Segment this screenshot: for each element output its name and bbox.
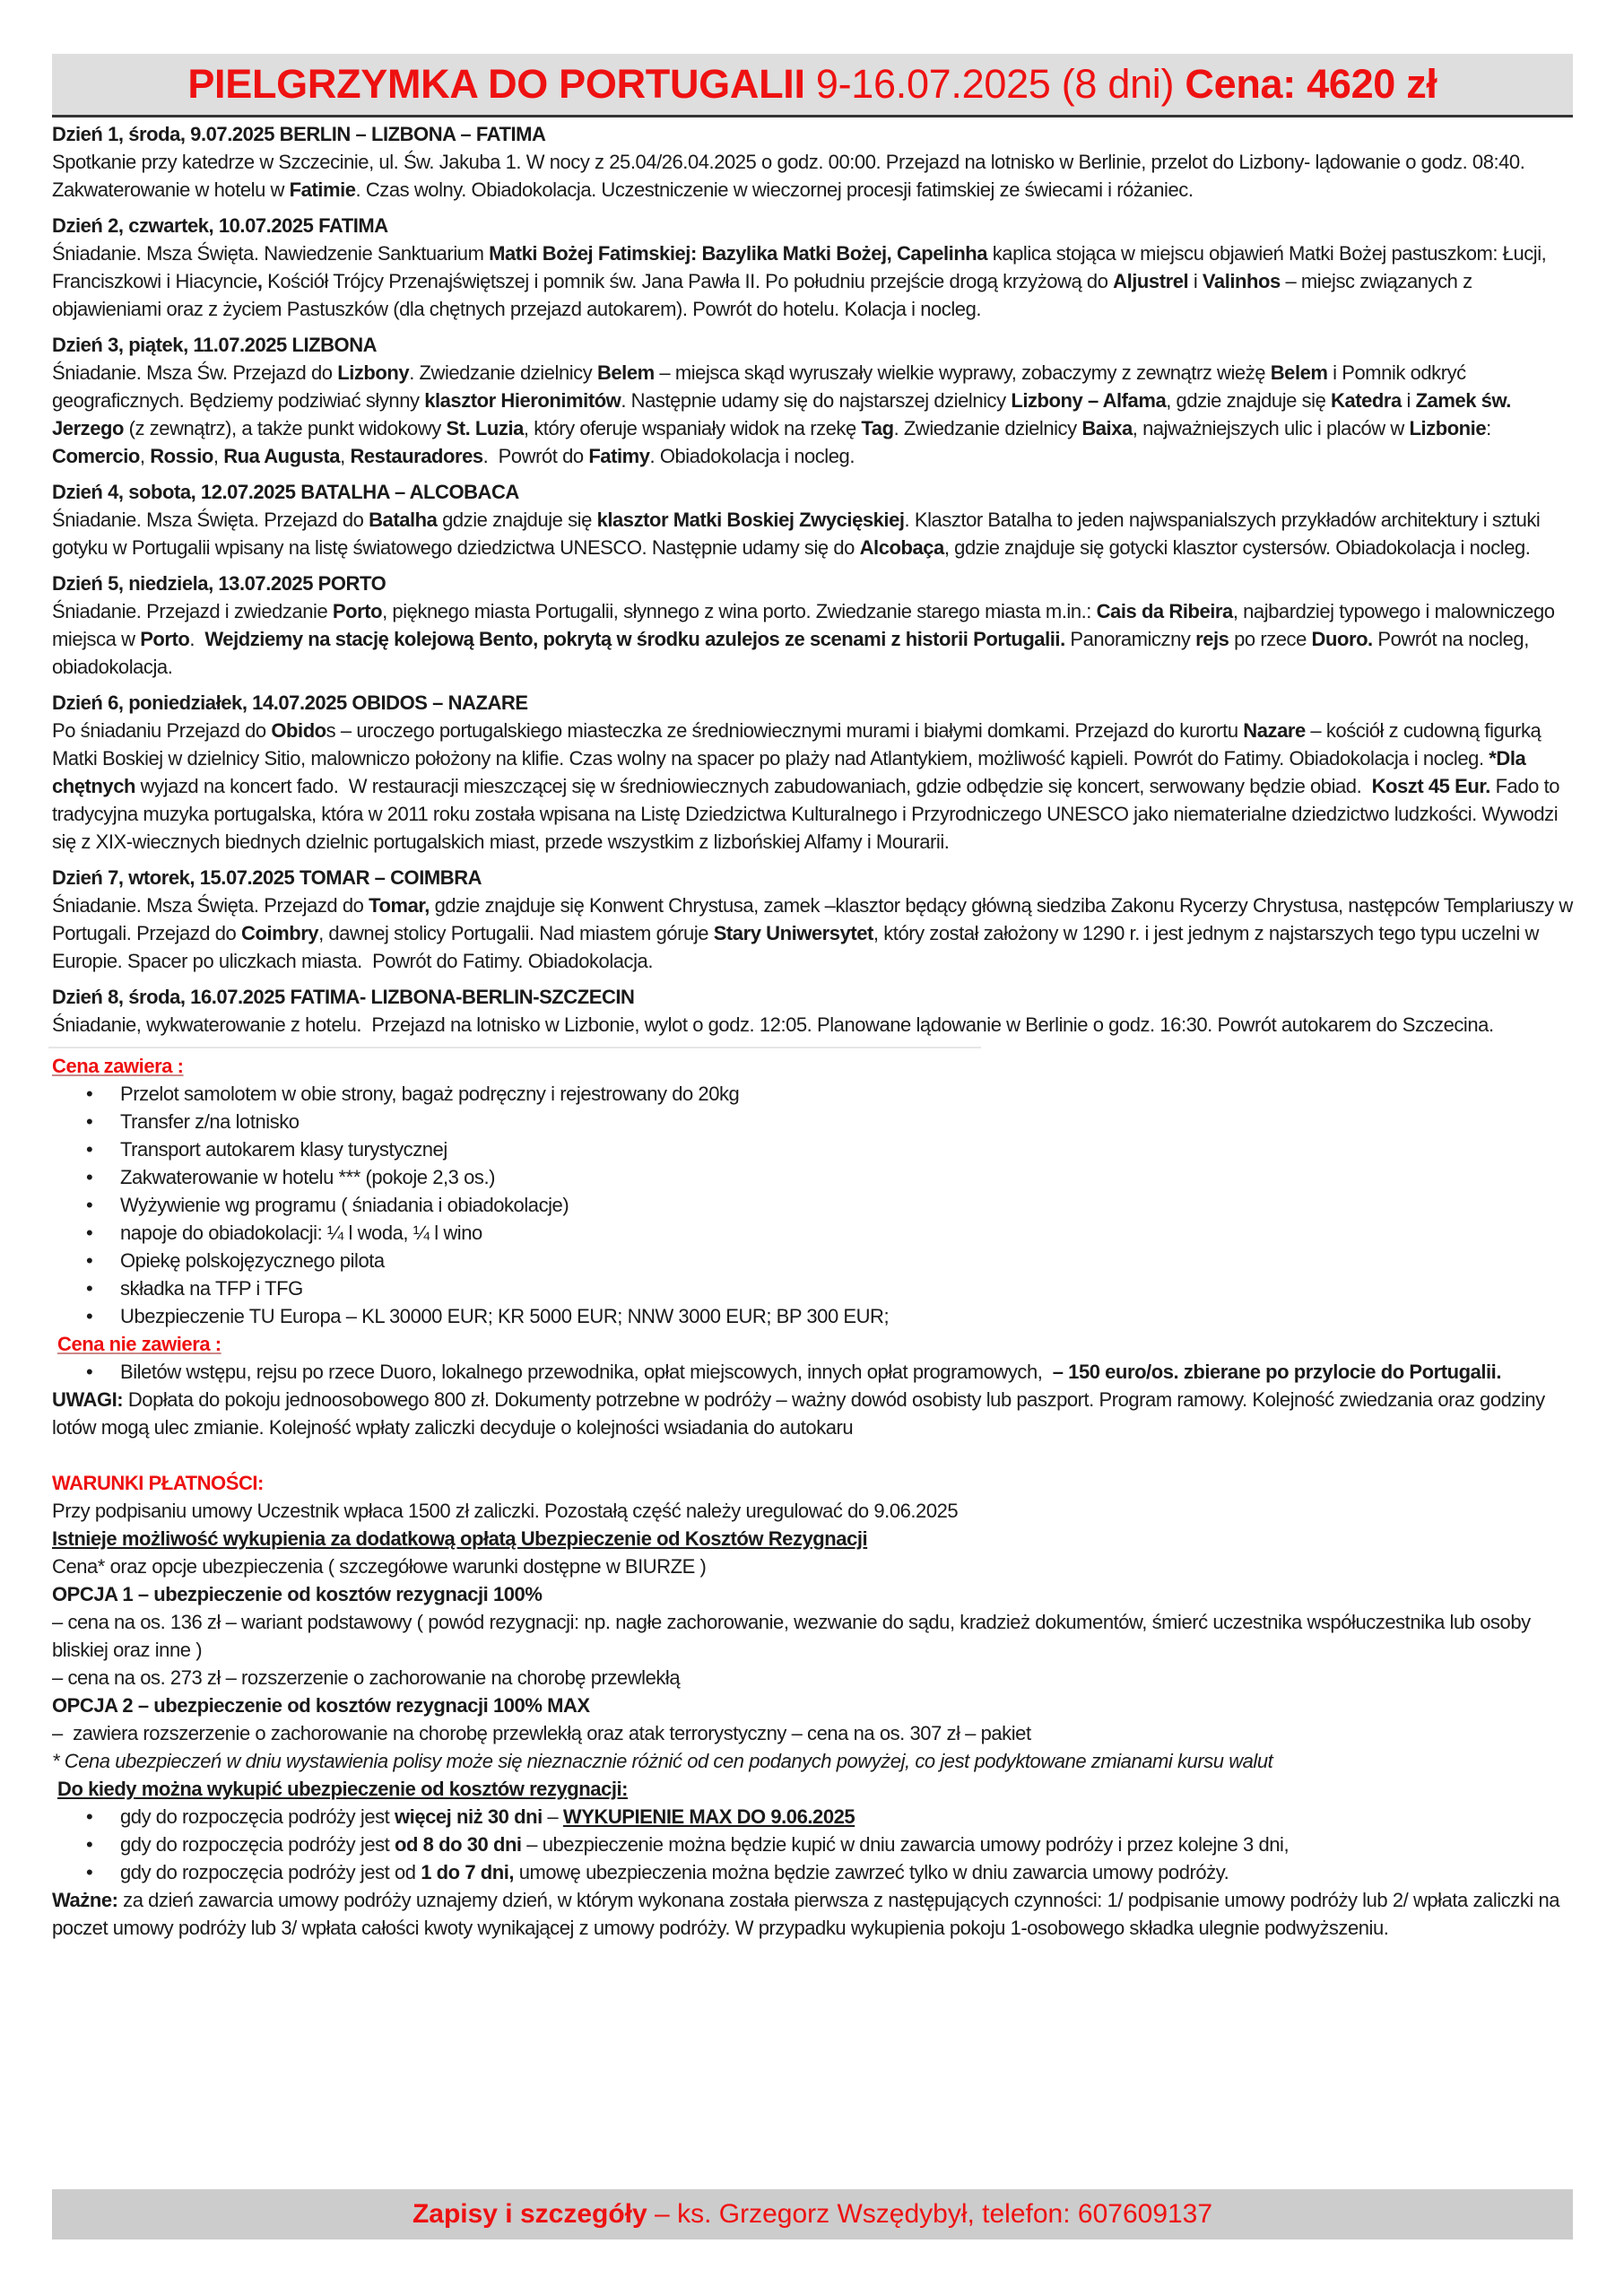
day-description: Śniadanie. Msza Święta. Nawiedzenie Sanktuarium Matki Bożej Fatimskiej: Bazylika Matki Bożej, Capelinha kaplica stojąca w miejscu objawień Matki Bożej pastuszkom: Łucji, Franciszkowi i Hiacyncie, Kościół Trójcy Przenajświętszej i pomnik św. Jana Pawła II. Po południu przejście drogą krzyżową do Aljustrel i Valinhos – miejsc związanych z objawieniami oraz z życiem Pastuszków (dla chętnych przejazd autokarem). Powrót do hotelu. Kolacja i nocleg. (52, 242, 1552, 320)
option2-line1: – zawiera rozszerzenie o zachorowanie na chorobę przewlekłą oraz atak terrorystyczny – cena na os. 307 zł – pakiet (52, 1722, 1031, 1744)
day-description: Śniadanie. Msza Święta. Przejazd do Batalha gdzie znajduje się klasztor Matki Boskiej Zwycięskiej. Klasztor Batalha to jeden najwspanialszych przykładów architektury i sztuki gotyku w Portugalii wpisany na listę światowego dziedzictwa UNESCO. Następnie udamy się do Alcobaça, gdzie znajduje się gotycki klasztor cystersów. Obiadokolacja i nocleg. (52, 509, 1546, 559)
option1-line1: – cena na os. 136 zł – wariant podstawowy ( powód rezygnacji: np. nagłe zachorowanie, wezwanie do sądu, kradzież dokumentów, śmierć uczestnika współuczestnika lub osoby bliskiej oraz inne ) (52, 1611, 1531, 1661)
footer-label: Zapisy i szczegóły (412, 2199, 647, 2229)
insurance-intro: Cena* oraz opcje ubezpieczenia ( szczegółowe warunki dostępne w BIURZE ) (52, 1555, 707, 1578)
day-6 (52, 689, 1573, 856)
content (52, 120, 1578, 1942)
list-item: • Transfer z/na lotnisko (120, 1108, 1573, 1135)
notes-text: Dopłata do pokoju jednoosobowego 800 zł. Dokumenty potrzebne w podróży – ważny dowód osobisty lub paszport. Program ramowy. Kolejność zwiedzania oraz godziny lotów mogą ulec zmianie. Kolejność wpłaty zaliczki decyduje o kolejności wsiadania do autokaru (52, 1388, 1545, 1439)
important-text: za dzień zawarcia umowy podróży uznajemy dzień, w którym wykonana została pierwsza z następujących czynności: 1/ podpisanie umowy podróży lub 2/ wpłata zaliczki na poczet umowy podróży lub 3/ wpłata całości kwoty wynikającej z umowy podróży. W przypadku wykupienia pokoju 1-osobowego składka ulegnie podwyższeniu. (52, 1889, 1560, 1939)
day-heading: Dzień 5, niedziela, 13.07.2025 PORTO (52, 572, 386, 595)
title-price: Cena: 4620 zł (1185, 61, 1437, 107)
divider (48, 1047, 981, 1048)
title-main: PIELGRZYMKA DO PORTUGALII (187, 61, 805, 107)
list-item: • napoje do obiadokolacji: ¼ l woda, ¼ l wino (120, 1219, 1573, 1247)
day-description: Spotkanie przy katedrze w Szczecinie, ul. Św. Jakuba 1. W nocy z 25.04/26.04.2025 o godz. 00:00. Przejazd na lotnisko w Berlinie, przelot do Lizbony- lądowanie o godz. 08:40. Zakwaterowanie w hotelu w Fatimie. Czas wolny. Obiadokolacja. Uczestniczenie w wieczornej procesji fatimskiej ze świecami i różaniec. (52, 151, 1531, 201)
list-item: • Zakwaterowanie w hotelu *** (pokoje 2,3 os.) (120, 1163, 1573, 1191)
day-2 (52, 212, 1573, 323)
payment-section (52, 1469, 1573, 1942)
notes-section (52, 1386, 1573, 1441)
itinerary (52, 120, 1578, 1039)
price-excludes-section (52, 1330, 1573, 1386)
document-page (52, 54, 1578, 1942)
list-item: • Wyżywienie wg programu ( śniadania i obiadokolacje) (120, 1191, 1573, 1219)
day-3 (52, 331, 1573, 470)
payment-deposit: Przy podpisaniu umowy Uczestnik wpłaca 1500 zł zaliczki. Pozostałą część należy uregulować do 9.06.2025 (52, 1500, 959, 1522)
day-description: Śniadanie, wykwaterowanie z hotelu. Przejazd na lotnisko w Lizbonie, wylot o godz. 12:05. Planowane lądowanie w Berlinie o godz. 16:30. Powrót autokarem do Szczecina. (52, 1013, 1494, 1036)
day-heading: Dzień 3, piątek, 11.07.2025 LIZBONA (52, 334, 378, 356)
footer-contact: – ks. Grzegorz Wszędybył, telefon: 607609137 (647, 2199, 1213, 2229)
payment-heading: WARUNKI PŁATNOŚCI: (52, 1472, 264, 1494)
day-description: Śniadanie. Msza Św. Przejazd do Lizbony. Zwiedzanie dzielnicy Belem – miejsca skąd wyruszały wielkie wyprawy, zobaczymy z zewnątrz wieżę Belem i Pomnik odkryć geograficznych. Będziemy podziwiać słynny klasztor Hieronimitów. Następnie udamy się do najstarszej dzielnicy Lizbony – Alfama, gdzie znajduje się Katedra i Zamek św. Jerzego (z zewnątrz), a także punkt widokowy St. Luzia, który oferuje wspaniały widok na rzekę Tag. Zwiedzanie dzielnicy Baixa, najważniejszych ulic i placów w Lizbonie: Comercio, Rossio, Rua Augusta, Restauradores. Powrót do Fatimy. Obiadokolacja i nocleg. (52, 361, 1516, 467)
option2-heading: OPCJA 2 – ubezpieczenie od kosztów rezygnacji 100% MAX (52, 1694, 590, 1717)
day-heading: Dzień 2, czwartek, 10.07.2025 FATIMA (52, 214, 388, 237)
day-heading: Dzień 7, wtorek, 15.07.2025 TOMAR – COIMBRA (52, 866, 482, 889)
title-dates: 9-16.07.2025 (8 dni) (804, 61, 1185, 107)
insurance-heading: Istnieje możliwość wykupienia za dodatkową opłatą Ubezpieczenie od Kosztów Rezygnacji (52, 1527, 868, 1550)
day-heading: Dzień 1, środa, 9.07.2025 BERLIN – LIZBONA – FATIMA (52, 123, 546, 145)
day-1 (52, 120, 1573, 204)
day-8 (52, 983, 1573, 1039)
when-list (52, 1803, 1573, 1886)
notes-label: UWAGI: (52, 1388, 124, 1411)
important-label: Ważne: (52, 1889, 118, 1911)
list-item: • Biletów wstępu, rejsu po rzece Duoro, lokalnego przewodnika, opłat miejscowych, innych opłat programowych, – 150 euro/os. zbierane po przylocie do Portugalii. (120, 1358, 1573, 1386)
price-includes-section (52, 1052, 1573, 1330)
price-excludes-list (52, 1358, 1573, 1386)
day-4 (52, 478, 1573, 561)
disclaimer: * Cena ubezpieczeń w dniu wystawienia polisy może się nieznacznie różnić od cen podanych powyżej, co jest podyktowane zmianami kursu walut (52, 1750, 1273, 1772)
option1-line2: – cena na os. 273 zł – rozszerzenie o zachorowanie na chorobę przewlekłą (52, 1666, 681, 1689)
day-description: Po śniadaniu Przejazd do Obidos – uroczego portugalskiego miasteczka ze średniowiecznymi murami i białymi domkami. Przejazd do kurortu Nazare – kościół z cudowną figurką Matki Boskiej w dzielnicy Sitio, malowniczo położony na klifie. Czas wolny na spacer po plaży nad Atlantykiem, możliwość kąpieli. Powrót do Fatimy. Obiadokolacja i nocleg. *Dla chętnych wyjazd na koncert fado. W restauracji mieszczącej się w średniowiecznych zabudowaniach, gdzie odbędzie się koncert, serwowany będzie obiad. Koszt 45 Eur. Fado to tradycyjna muzyka portugalska, która w 2011 roku została wpisana na Listę Dziedzictwa Kulturalnego i Przyrodniczego UNESCO jako niematerialne dziedzictwo ludzkości. Wywodzi się z XIX-wiecznych biednych dzielnic portugalskich miast, przede wszystkim z lizbońskiej Alfamy i Mourarii. (52, 719, 1565, 853)
list-item: • Ubezpieczenie TU Europa – KL 30000 EUR; KR 5000 EUR; NNW 3000 EUR; BP 300 EUR; (120, 1302, 1573, 1330)
footer-contact-banner (52, 2189, 1573, 2239)
title-banner (52, 54, 1573, 117)
list-item: • gdy do rozpoczęcia podróży jest od 8 do 30 dni – ubezpieczenie można będzie kupić w dniu zawarcia umowy podróży i przez kolejne 3 dni, (120, 1831, 1573, 1858)
list-item: • gdy do rozpoczęcia podróży jest od 1 do 7 dni, umowę ubezpieczenia można będzie zawrzeć tylko w dniu zawarcia umowy podróży. (120, 1858, 1573, 1886)
list-item: • Opiekę polskojęzycznego pilota (120, 1247, 1573, 1274)
day-description: Śniadanie. Msza Święta. Przejazd do Tomar, gdzie znajduje się Konwent Chrystusa, zamek –klasztor będący główną siedziba Zakonu Rycerzy Chrystusa, następców Templariuszy w Portugali. Przejazd do Coimbry, dawnej stolicy Portugalii. Nad miastem góruje Stary Uniwersytet, który został założony w 1290 r. i jest jednym z najstarszych tego typu uczelni w Europie. Spacer po uliczkach miasta. Powrót do Fatimy. Obiadokolacja. (52, 894, 1578, 972)
price-excludes-heading: Cena nie zawiera : (57, 1333, 221, 1355)
day-5 (52, 570, 1573, 681)
list-item: • gdy do rozpoczęcia podróży jest więcej niż 30 dni – WYKUPIENIE MAX DO 9.06.2025 (120, 1803, 1573, 1831)
price-includes-list (52, 1080, 1573, 1330)
list-item: • Przelot samolotem w obie strony, bagaż podręczny i rejestrowany do 20kg (120, 1080, 1573, 1108)
day-description: Śniadanie. Przejazd i zwiedzanie Porto, pięknego miasta Portugalii, słynnego z wina porto. Zwiedzanie starego miasta m.in.: Cais da Ribeira, najbardziej typowego i malowniczego miejsca w Porto. Wejdziemy na stację kolejową Bento, pokrytą w środku azulejos ze scenami z historii Portugalii. Panoramiczny rejs po rzece Duoro. Powrót na nocleg, obiadokolacja. (52, 600, 1560, 678)
day-heading: Dzień 4, sobota, 12.07.2025 BATALHA – ALCOBACA (52, 481, 519, 503)
day-7 (52, 864, 1578, 975)
day-heading: Dzień 6, poniedziałek, 14.07.2025 OBIDOS – NAZARE (52, 691, 528, 714)
price-includes-heading: Cena zawiera : (52, 1055, 184, 1077)
list-item: • Transport autokarem klasy turystycznej (120, 1135, 1573, 1163)
option1-heading: OPCJA 1 – ubezpieczenie od kosztów rezygnacji 100% (52, 1583, 543, 1605)
day-heading: Dzień 8, środa, 16.07.2025 FATIMA- LIZBONA-BERLIN-SZCZECIN (52, 986, 635, 1008)
list-item: • składka na TFP i TFG (120, 1274, 1573, 1302)
when-heading: Do kiedy można wykupić ubezpieczenie od kosztów rezygnacji: (57, 1778, 629, 1800)
